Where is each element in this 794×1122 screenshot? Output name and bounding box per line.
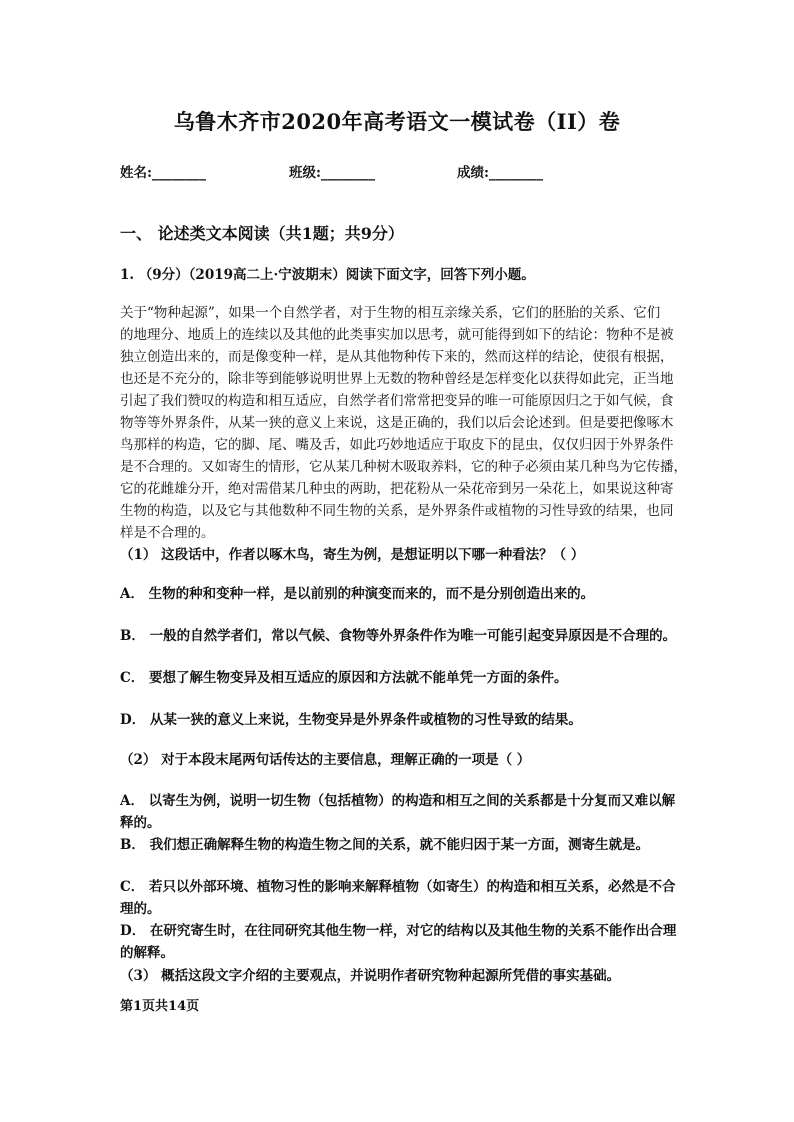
subquestion-1-option-c: C． 要想了解生物变异及相互适应的原因和方法就不能单凭一方面的条件。 [120, 670, 568, 686]
score-field-label: 成绩:________ [457, 165, 543, 181]
subquestion-2-prompt: （2） 对于本段末尾两句话传达的主要信息，理解正确的一项是（ ） [120, 752, 531, 768]
subquestion-2-option-c: C． 若只以外部环境、植物习性的影响来解释植物（如寄生）的构造和相互关系，必然是不合 [120, 879, 676, 895]
passage-line: 生物的构造，以及它与其他数种不同生物的关系，是外界条件或植物的习性导致的结果，也同 [120, 503, 674, 519]
subquestion-2-option-a-cont: 释的。 [120, 815, 161, 831]
subquestion-2-option-a: A． 以寄生为例，说明一切生物（包括植物）的构造和相互之间的关系都是十分复而又难以解 [120, 793, 676, 809]
name-field-label: 姓名:________ [120, 165, 206, 181]
subquestion-1-option-d: D． 从某一狭的意义上来说，生物变异是外界条件或植物的习性导致的结果。 [120, 712, 582, 728]
passage-line: 是不合理的。又如寄生的情形，它从某几种树木吸取养料，它的种子必须由某几种鸟为它传播， [120, 459, 687, 475]
page-title: 乌鲁木齐市2020年高考语文一模试卷（II）卷 [173, 109, 621, 134]
passage-line: 独立创造出来的，而是像变种一样，是从其他物种传下来的，然而这样的结论，使很有根据， [120, 349, 674, 365]
passage-line: 引起了我们赞叹的构造和相互适应，自然学者们常常把变异的唯一可能原因归之于如气候，食 [120, 393, 674, 409]
question-intro: 1. （9分）（2019高二上·宁波期末）阅读下面文字，回答下列小题。 [120, 267, 535, 283]
subquestion-1-option-b: B． 一般的自然学者们，常以气候、食物等外界条件作为唯一可能引起变异原因是不合理的。 [120, 628, 677, 644]
passage-line: 的地理分、地质上的连续以及其他的此类事实加以思考，就可能得到如下的结论：物种不是被 [120, 327, 674, 343]
subquestion-2-option-b: B． 我们想正确解释生物的构造生物之间的关系，就不能归因于某一方面，测寄生就是。 [120, 837, 650, 853]
class-field-label: 班级:________ [289, 165, 375, 181]
passage-line: 样是不合理的。 [120, 525, 215, 541]
passage-line: 鸟那样的构造，它的脚、尾、嘴及舌，如此巧妙地适应于取皮下的昆虫，仅仅归因于外界条件 [120, 437, 674, 453]
subquestion-2-option-d-cont: 的解释。 [120, 945, 174, 961]
section-heading: 一、 论述类文本阅读（共1题；共9分） [120, 224, 404, 243]
passage-line: 也还是不充分的，除非等到能够说明世界上无数的物种曾经是怎样变化以获得如此完，正当地 [120, 371, 674, 387]
subquestion-2-option-c-cont: 理的。 [120, 901, 161, 917]
passage-line: 物等等外界条件，从某一狭的意义上来说，这是正确的，我们以后会论述到。但是要把像啄木 [120, 415, 674, 431]
subquestion-1-option-a: A． 生物的种和变种一样，是以前别的种演变而来的，而不是分别创造出来的。 [120, 586, 595, 602]
passage-line: 它的花雌雄分开，绝对需借某几种虫的两助，把花粉从一朵花帝到另一朵花上，如果说这种寄 [120, 481, 674, 497]
subquestion-2-option-d: D． 在研究寄生时，在往同研究其他生物一样，对它的结构以及其他生物的关系不能作出合理 [120, 923, 677, 939]
page-number: 第1页共14页 [120, 999, 200, 1014]
subquestion-1-prompt: （1） 这段话中，作者以啄木鸟，寄生为例，是想证明以下哪一种看法？（ ） [120, 547, 585, 563]
subquestion-3-prompt: （3） 概括这段文字介绍的主要观点，并说明作者研究物种起源所凭借的事实基础。 [120, 968, 621, 984]
passage-line: 关于“物种起源”，如果一个自然学者，对于生物的相互亲缘关系，它们的胚胎的关系、它们 [120, 305, 661, 321]
